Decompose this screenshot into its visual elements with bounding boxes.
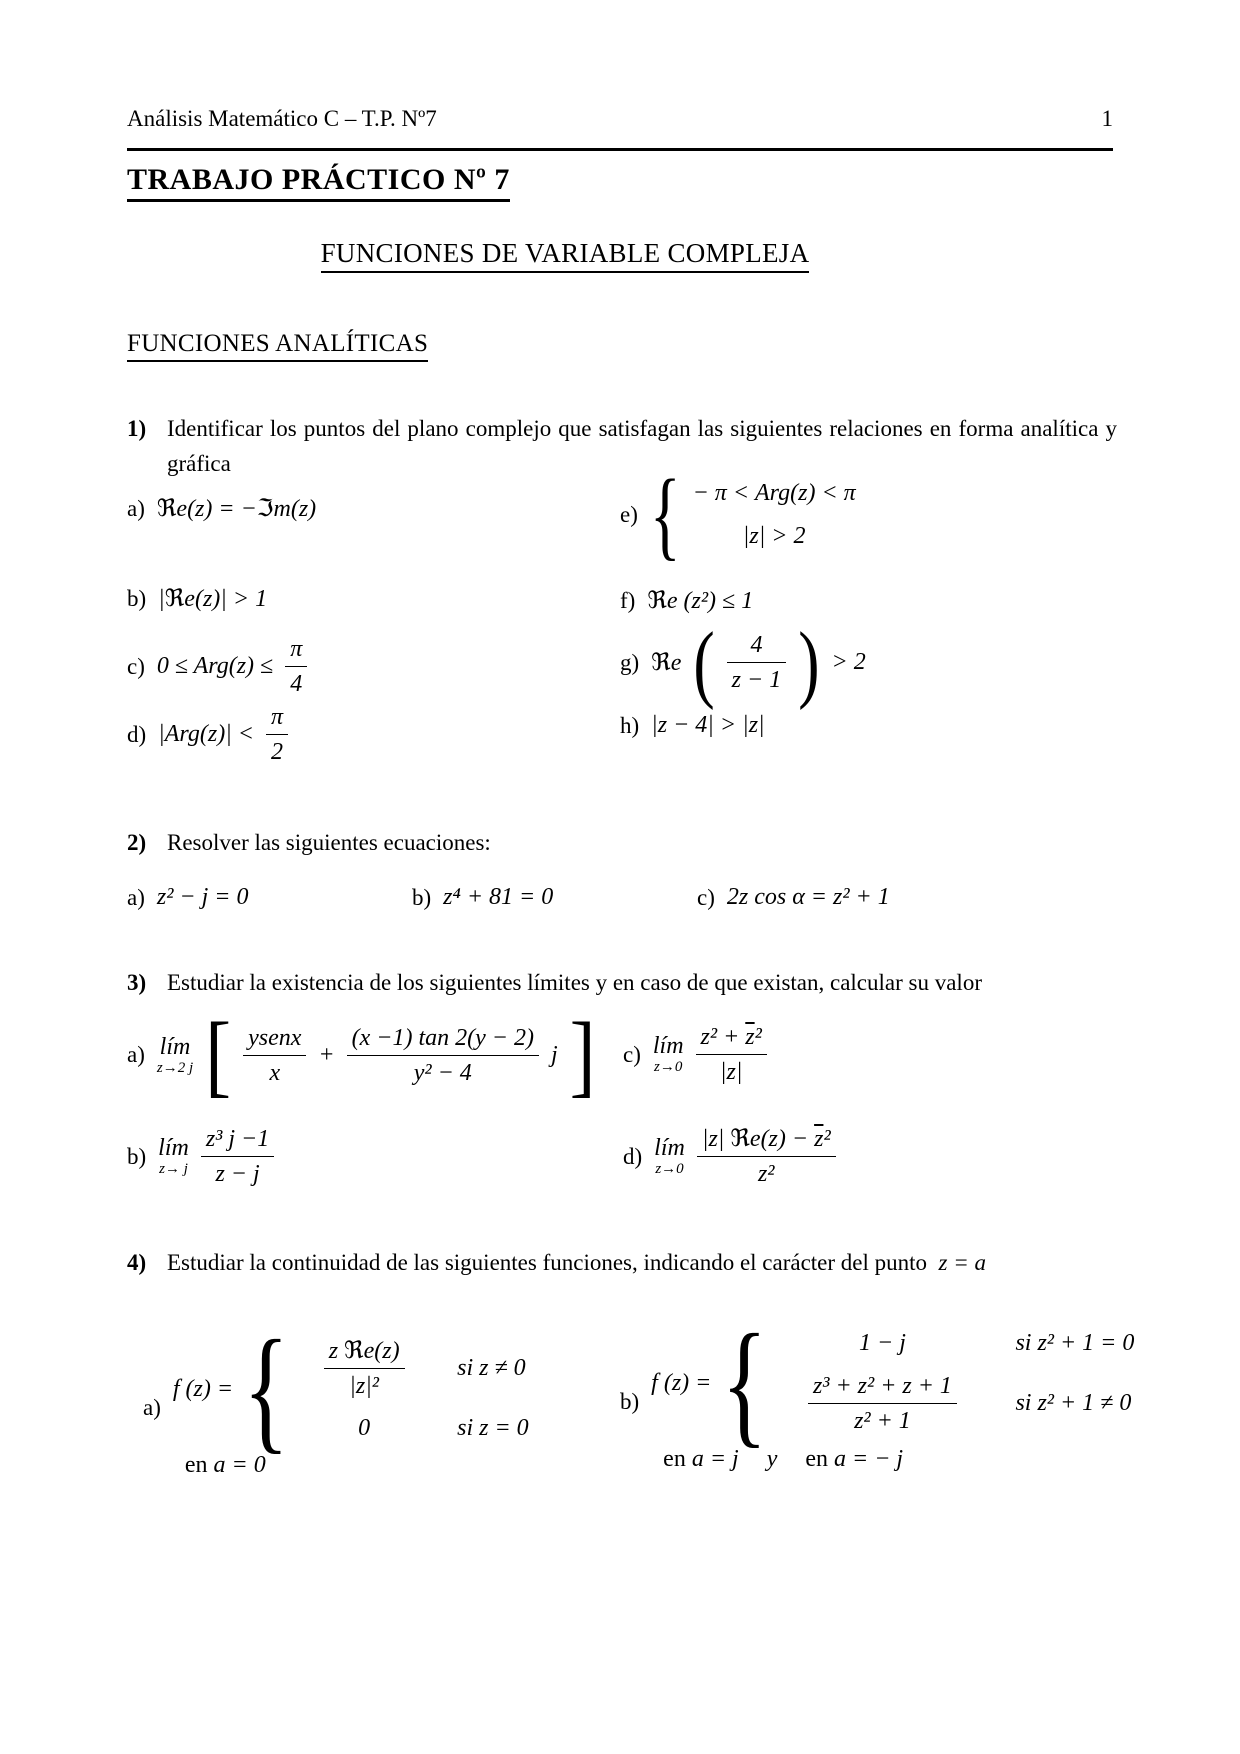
exercise-4-number: 4) bbox=[127, 1250, 147, 1275]
fraction bbox=[324, 1336, 405, 1401]
case-value: 1 − j bbox=[859, 1330, 906, 1356]
cases bbox=[299, 1336, 529, 1442]
piecewise-4b bbox=[620, 1304, 1135, 1473]
system-row-2: |z| > 2 bbox=[742, 523, 806, 549]
plus-operator: + bbox=[318, 1041, 335, 1068]
fraction-numerator: z³ j −1 bbox=[201, 1124, 274, 1157]
fraction-denominator: |z|² bbox=[349, 1373, 379, 1399]
fraction-denominator: z² bbox=[757, 1161, 775, 1187]
item-label: d) bbox=[623, 1143, 643, 1169]
item-label: f) bbox=[620, 587, 636, 613]
system-rows bbox=[693, 480, 856, 550]
exercise-3-prompt: Estudiar la existencia de los siguientes límites y en caso de que existan, calcular su valor bbox=[167, 970, 982, 995]
formula-text: 0 ≤ Arg(z) ≤ bbox=[156, 653, 274, 679]
formula-tail: > 2 bbox=[831, 649, 866, 675]
fraction-numerator: ysenx bbox=[243, 1023, 306, 1056]
point-math: a = 0 bbox=[213, 1452, 266, 1478]
case-condition: si z² + 1 ≠ 0 bbox=[1015, 1390, 1132, 1416]
fraction-1 bbox=[243, 1023, 306, 1088]
left-paren: ( bbox=[693, 613, 715, 710]
item-label: c) bbox=[697, 884, 715, 910]
cases bbox=[777, 1330, 1134, 1436]
case-condition: si z² + 1 = 0 bbox=[1015, 1330, 1135, 1356]
point-math: a = − j bbox=[834, 1446, 904, 1472]
fraction bbox=[697, 1124, 836, 1189]
fraction bbox=[727, 630, 787, 695]
system-row-1: − π < Arg(z) < π bbox=[692, 480, 856, 506]
item-label: b) bbox=[620, 1388, 640, 1414]
formula-text: z² − j = 0 bbox=[156, 884, 249, 910]
header-course-title: Análisis Matemático C – T.P. Nº7 bbox=[127, 106, 437, 131]
case-condition: si z = 0 bbox=[457, 1415, 529, 1441]
left-brace: { bbox=[721, 1304, 768, 1460]
exercise-1-number: 1) bbox=[127, 416, 147, 441]
formula-text: z⁴ + 81 = 0 bbox=[443, 884, 554, 910]
item-label: h) bbox=[620, 712, 640, 738]
exponent: ² bbox=[823, 1126, 831, 1152]
en-word: en bbox=[184, 1452, 208, 1478]
point-text-2 bbox=[805, 1446, 903, 1473]
point-math: a = j bbox=[691, 1446, 739, 1472]
item-label: g) bbox=[620, 649, 640, 675]
limit-3d bbox=[623, 1124, 836, 1189]
limit-3a bbox=[127, 1003, 596, 1106]
fraction-numerator: π bbox=[285, 634, 307, 667]
evaluation-point bbox=[185, 1452, 529, 1479]
item-label: b) bbox=[412, 884, 432, 910]
formula-text: ℜe(z) = −ℑm(z) bbox=[156, 496, 317, 522]
formula-text: |Arg(z)| < bbox=[158, 721, 254, 747]
item-label: a) bbox=[143, 1394, 161, 1420]
section-heading: FUNCIONES ANALÍTICAS bbox=[127, 330, 428, 362]
case-value bbox=[299, 1336, 429, 1401]
fraction-numerator: π bbox=[266, 702, 288, 735]
formula-1d bbox=[127, 702, 288, 767]
case-condition: si z ≠ 0 bbox=[457, 1355, 526, 1381]
conjugate-z: $\overline{z}$ bbox=[814, 1126, 824, 1152]
case-row-1 bbox=[777, 1330, 1134, 1357]
item-label: b) bbox=[127, 585, 147, 611]
function-lhs: f (z) = bbox=[651, 1369, 712, 1396]
limit-subscript: z→ j bbox=[159, 1161, 188, 1177]
item-label: a) bbox=[127, 1042, 145, 1067]
exercise-2-number: 2) bbox=[127, 830, 147, 855]
limit-subscript: z→0 bbox=[654, 1059, 683, 1075]
limit-3b bbox=[127, 1124, 274, 1189]
case-value bbox=[777, 1371, 987, 1436]
item-label: e) bbox=[620, 502, 638, 527]
left-bracket: [ bbox=[205, 1003, 232, 1106]
limit-3c bbox=[623, 1022, 767, 1087]
page-number: 1 bbox=[1101, 106, 1113, 131]
formula-1h bbox=[620, 712, 765, 739]
limit-word: lím bbox=[159, 1033, 191, 1060]
exercise-4-prompt bbox=[167, 1246, 986, 1281]
subtitle: FUNCIONES DE VARIABLE COMPLEJA bbox=[321, 238, 810, 273]
piecewise-block bbox=[172, 1310, 529, 1479]
exercise-2-heading bbox=[127, 826, 1117, 861]
formula-text: |ℜe(z)| > 1 bbox=[158, 586, 268, 612]
limit-subscript: z→2 j bbox=[156, 1059, 194, 1076]
fraction bbox=[808, 1371, 957, 1436]
limit-word: lím bbox=[158, 1135, 189, 1161]
formula-tail: j bbox=[550, 1041, 558, 1068]
fraction-denominator: y² − 4 bbox=[413, 1059, 472, 1086]
item-label: c) bbox=[127, 653, 145, 679]
fraction bbox=[285, 634, 307, 699]
exercise-3-number: 3) bbox=[127, 970, 147, 995]
fraction-numerator: z ℜe(z) bbox=[324, 1336, 405, 1369]
left-brace: { bbox=[649, 459, 681, 570]
page-header bbox=[127, 106, 1113, 132]
right-bracket: ] bbox=[569, 1003, 596, 1106]
exercise-4-heading bbox=[127, 1246, 1117, 1281]
exponent: ² bbox=[754, 1024, 762, 1050]
exercise-4-prompt-text: Estudiar la continuidad de las siguientes funciones, indicando el carácter del punto bbox=[167, 1250, 928, 1275]
conjugate-z: $\overline{z}$ bbox=[745, 1024, 755, 1050]
case-row-2 bbox=[777, 1371, 1134, 1436]
formula-text: 2z cos α = z² + 1 bbox=[726, 884, 890, 910]
exercise-4-prompt-math: z = a bbox=[938, 1250, 987, 1275]
formula-text: ℜe (z²) ≤ 1 bbox=[647, 588, 754, 614]
conjunction-y: y bbox=[766, 1446, 778, 1472]
subtitle-wrap bbox=[72, 238, 1058, 273]
case-row-1 bbox=[299, 1336, 529, 1401]
fraction bbox=[696, 1022, 767, 1087]
en-word: en bbox=[663, 1446, 686, 1472]
limit-operator bbox=[654, 1136, 685, 1177]
item-label: b) bbox=[127, 1143, 147, 1169]
limit-word: lím bbox=[654, 1135, 685, 1161]
right-paren: ) bbox=[798, 613, 820, 710]
fraction bbox=[266, 702, 288, 767]
fraction-numerator bbox=[697, 1124, 836, 1157]
case-row-2 bbox=[299, 1415, 529, 1442]
limit-operator bbox=[158, 1136, 189, 1177]
en-word: en bbox=[805, 1446, 829, 1472]
formula-1e bbox=[620, 459, 856, 570]
fraction-denominator: z − 1 bbox=[731, 667, 782, 693]
left-brace: { bbox=[243, 1310, 290, 1466]
case-value: 0 bbox=[358, 1415, 371, 1441]
fraction-denominator: 2 bbox=[271, 739, 284, 765]
fraction-numerator: 4 bbox=[727, 630, 787, 663]
fraction-denominator: x bbox=[269, 1059, 281, 1086]
fraction-numerator: (x −1) tan 2(y − 2) bbox=[347, 1023, 539, 1056]
fraction-numerator bbox=[696, 1022, 767, 1055]
formula-text: |z − 4| > |z| bbox=[651, 712, 765, 738]
fraction-denominator: |z| bbox=[719, 1059, 743, 1085]
formula-text: ℜe bbox=[651, 650, 682, 676]
item-label: c) bbox=[623, 1041, 641, 1067]
piecewise-4a bbox=[143, 1310, 529, 1479]
limit-subscript: z→0 bbox=[655, 1161, 684, 1177]
fraction-denominator: 4 bbox=[290, 671, 303, 697]
item-label: d) bbox=[127, 721, 147, 747]
limit-operator bbox=[653, 1034, 684, 1075]
formula-1b bbox=[127, 584, 267, 613]
formula-1f bbox=[620, 586, 753, 615]
numerator-part: z² + bbox=[700, 1024, 746, 1050]
fraction-denominator: z² + 1 bbox=[854, 1408, 911, 1434]
exercise-2-prompt: Resolver las siguientes ecuaciones: bbox=[167, 830, 491, 855]
fraction-numerator: z³ + z² + z + 1 bbox=[808, 1371, 957, 1404]
fraction-denominator: z − j bbox=[215, 1161, 260, 1187]
function-lhs: f (z) = bbox=[172, 1375, 234, 1402]
exercise-1-prompt: Identificar los puntos del plano complejo que satisfagan las siguientes relaciones en forma analítica y gráfica bbox=[167, 416, 1117, 476]
limit-operator bbox=[157, 1035, 193, 1076]
item-label: a) bbox=[127, 884, 145, 910]
main-title: TRABAJO PRÁCTICO Nº 7 bbox=[127, 163, 510, 202]
formula-2b bbox=[412, 884, 553, 911]
fraction-2 bbox=[347, 1023, 539, 1088]
formula-2a bbox=[127, 884, 248, 911]
numerator-part: |z| ℜe(z) − bbox=[701, 1126, 815, 1152]
formula-2c bbox=[697, 884, 890, 911]
exercise-3-heading bbox=[127, 966, 1117, 1001]
piecewise-block bbox=[651, 1304, 1135, 1473]
item-label: a) bbox=[127, 495, 145, 521]
header-rule bbox=[127, 148, 1113, 151]
limit-word: lím bbox=[652, 1033, 684, 1059]
formula-1c bbox=[127, 634, 307, 699]
exercise-1-heading bbox=[127, 412, 1117, 481]
formula-1g bbox=[620, 613, 866, 710]
fraction bbox=[201, 1124, 274, 1189]
formula-1a bbox=[127, 494, 316, 523]
